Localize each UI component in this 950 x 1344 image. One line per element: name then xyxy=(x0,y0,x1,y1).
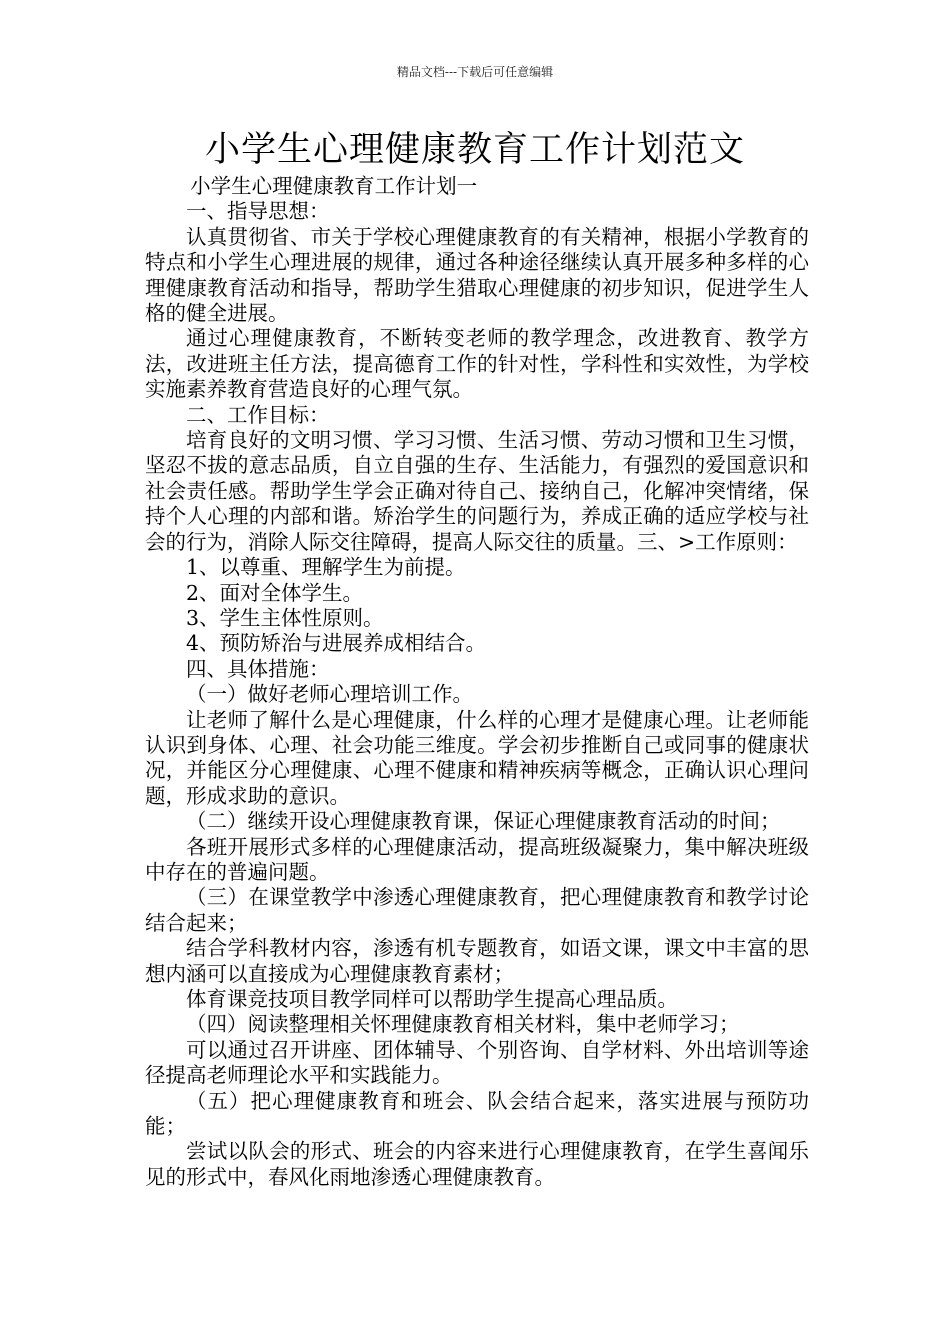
paragraph: 认真贯彻省、市关于学校心理健康教育的有关精神，根据小学教育的特点和小学生心理进展的规律，通过各种途径继续认真开展多种多样的心理健康教育活动和指导，帮助学生猎取心理健康的初步知识，促进学生人格的健全进展。 xyxy=(145,224,809,326)
section-heading-measures: 四、具体措施： xyxy=(186,656,330,681)
principle-item: 3、学生主体性原则。 xyxy=(186,605,384,630)
paragraph: 结合学科教材内容，渗透有机专题教育，如语文课，课文中丰富的思想内涵可以直接成为心理健康教育素材； xyxy=(145,936,809,986)
paragraph: 让老师了解什么是心理健康，什么样的心理才是健康心理。让老师能认识到身体、心理、社会功能三维度。学会初步推断自己或同事的健康状况，并能区分心理健康、心理不健康和精神疾病等概念，正确认识心理问题，形成求助的意识。 xyxy=(145,707,809,808)
measure-heading: （五）把心理健康教育和班会、队会结合起来，落实进展与预防功能； xyxy=(145,1088,809,1139)
plan-subtitle: 小学生心理健康教育工作计划一 xyxy=(190,174,478,198)
measure-heading: （二）继续开设心理健康教育课，保证心理健康教育活动的时间； xyxy=(186,809,781,834)
section-heading-work-goals: 二、工作目标： xyxy=(186,402,330,427)
principle-item: 1、以尊重、理解学生为前提。 xyxy=(186,555,466,580)
paragraph: 培育良好的文明习惯、学习习惯、生活习惯、劳动习惯和卫生习惯，坚忍不拔的意志品质，自立自强的生存、生活能力，有强烈的爱国意识和社会责任感。帮助学生学会正确对待自己、接纳自己，化解冲突情绪，保持个人心理的内部和谐。矫治学生的问题行为，养成正确的适应学校与社会的行为，消除人际交往障碍，提高人际交往的质量。三、>工作原则： xyxy=(145,428,809,554)
page-header: 精品文档---下载后可任意编辑 xyxy=(396,65,554,79)
principle-item: 2、面对全体学生。 xyxy=(186,580,364,605)
document-body xyxy=(145,174,809,1190)
section-heading-guiding-thought: 一、指导思想： xyxy=(186,199,330,224)
document-title: 小学生心理健康教育工作计划范文 xyxy=(204,130,745,170)
measure-heading: （四）阅读整理相关怀理健康教育相关材料，集中老师学习； xyxy=(186,1012,740,1037)
paragraph: 各班开展形式多样的心理健康活动，提高班级凝聚力，集中解决班级中存在的普遍问题。 xyxy=(145,834,809,884)
paragraph: 可以通过召开讲座、团体辅导、个别咨询、自学材料、外出培训等途径提高老师理论水平和实践能力。 xyxy=(145,1037,809,1088)
paragraph: 体育课竞技项目教学同样可以帮助学生提高心理品质。 xyxy=(186,987,678,1011)
paragraph: 尝试以队会的形式、班会的内容来进行心理健康教育，在学生喜闻乐见的形式中，春风化雨地渗透心理健康教育。 xyxy=(145,1139,809,1189)
measure-heading: （三）在课堂教学中渗透心理健康教育，把心理健康教育和教学讨论结合起来； xyxy=(145,885,809,935)
paragraph: 通过心理健康教育，不断转变老师的教学理念，改进教育、教学方法，改进班主任方法，提高德育工作的针对性，学科性和实效性，为学校实施素养教育营造良好的心理气氛。 xyxy=(145,326,809,402)
principle-item: 4、预防矫治与进展养成相结合。 xyxy=(186,631,487,656)
measure-heading: （一）做好老师心理培训工作。 xyxy=(186,682,473,707)
